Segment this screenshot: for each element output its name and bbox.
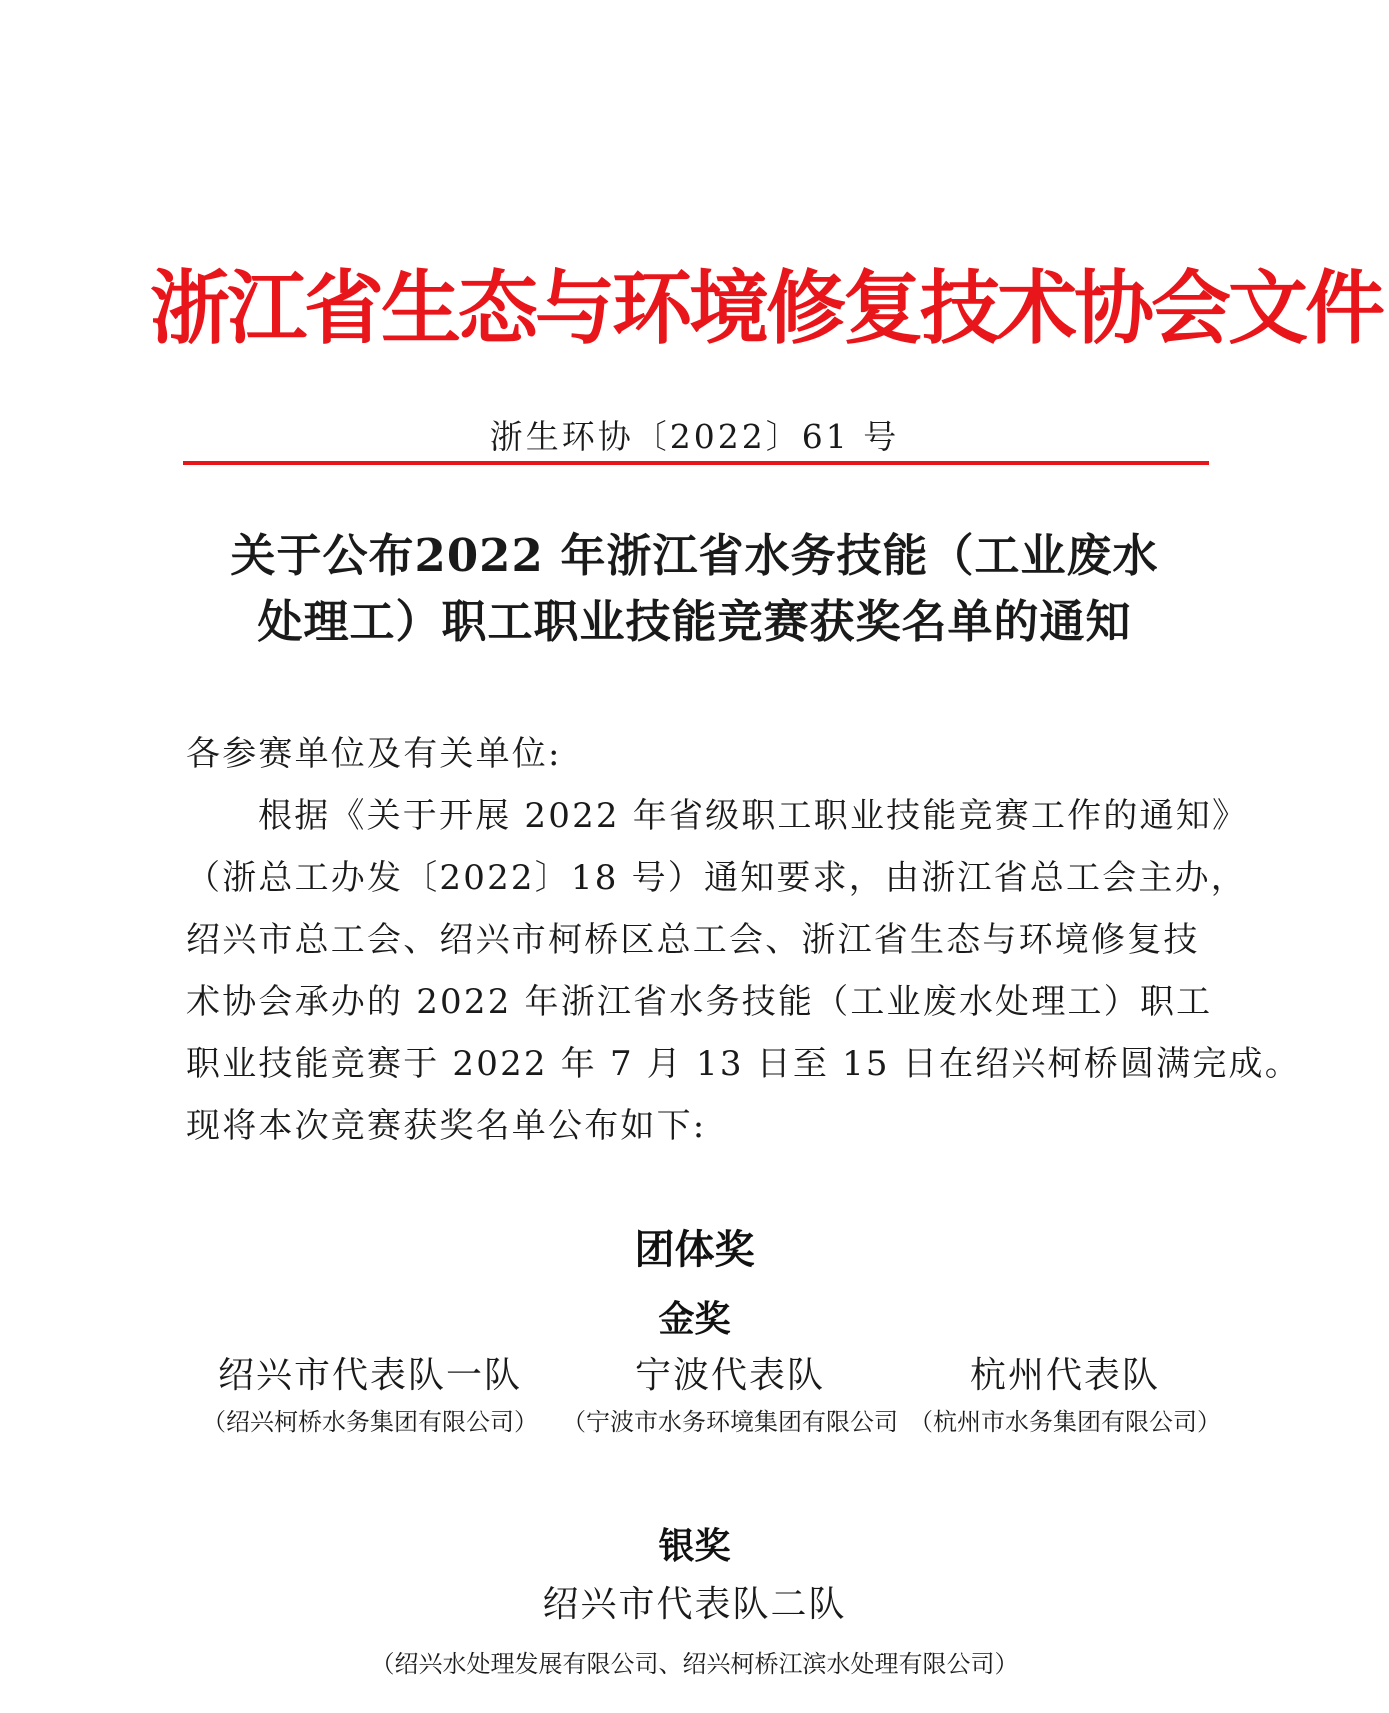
gold-team-name-1: 绍兴市代表队一队: [217, 1355, 522, 1396]
silver-award-heading: 银奖: [658, 1526, 731, 1567]
salutation: 各参赛单位及有关单位:: [186, 734, 562, 774]
gold-team-name-3: 杭州代表队: [969, 1355, 1160, 1396]
paragraph-line-1: 根据《关于开展 2022 年省级职工职业技能竞赛工作的通知》: [258, 796, 1249, 836]
notice-title-line-2: 处理工）职工职业技能竞赛获奖名单的通知: [257, 595, 1132, 648]
silver-team-org-1: （绍兴水处理发展有限公司、绍兴柯桥江滨水处理有限公司）: [370, 1650, 1019, 1678]
red-divider-line: [183, 461, 1209, 465]
gold-team-name-2: 宁波代表队: [634, 1355, 825, 1396]
gold-team-org-3: （杭州市水务集团有限公司）: [909, 1408, 1221, 1436]
document-number: 浙生环协〔2022〕61 号: [489, 417, 900, 456]
notice-body: [186, 723, 1301, 1157]
gold-team-org-1: （绍兴柯桥水务集团有限公司）: [202, 1408, 538, 1436]
silver-team-name-1: 绍兴市代表队二队: [542, 1584, 847, 1625]
team-award-heading: 团体奖: [634, 1227, 755, 1273]
org-header-title: 浙江省生态与环境修复技术协会文件: [150, 261, 1382, 355]
gold-team-org-2: （宁波市水务环境集团有限公司: [562, 1408, 898, 1436]
notice-title: [150, 523, 1239, 655]
paragraph-line-4: 术协会承办的 2022 年浙江省水务技能（工业废水处理工）职工: [186, 982, 1213, 1022]
paragraph-line-5: 职业技能竞赛于 2022 年 7 月 13 日至 15 日在绍兴柯桥圆满完成。: [186, 1044, 1301, 1084]
paragraph-line-2: （浙总工办发〔2022〕18 号）通知要求，由浙江省总工会主办，: [186, 858, 1247, 898]
paragraph-line-3: 绍兴市总工会、绍兴市柯桥区总工会、浙江省生态与环境修复技: [186, 920, 1200, 960]
notice-title-line-1: 关于公布2022 年浙江省水务技能（工业废水: [230, 529, 1159, 582]
paragraph-line-6: 现将本次竞赛获奖名单公布如下:: [186, 1106, 707, 1146]
gold-award-heading: 金奖: [658, 1299, 731, 1340]
